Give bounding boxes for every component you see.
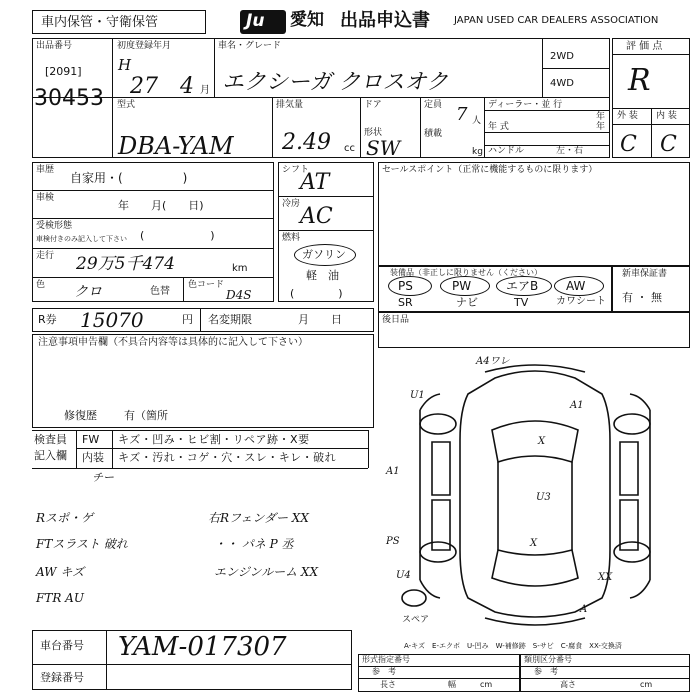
model-type: DBA-YAM: [118, 132, 234, 160]
mark-right-front: A1: [570, 400, 584, 411]
ju-logo: [240, 10, 286, 34]
spec-left-ref: 参 考: [372, 667, 396, 676]
equip-tv: TV: [514, 296, 529, 309]
exterior-grade: C: [620, 132, 637, 157]
score-label: 評 価 点: [626, 41, 663, 52]
shift: AT: [300, 170, 330, 195]
org-name: 愛知: [290, 10, 324, 30]
inspector-label: 検査員: [34, 433, 67, 446]
lot-number: 30453: [34, 86, 104, 111]
mark-right-rear: XX: [598, 572, 613, 583]
warranty-options: 有 ・ 無: [622, 291, 662, 304]
interior-label: 内 装: [656, 111, 677, 121]
sales-points-box: [378, 162, 690, 266]
year-mark-2: 年: [596, 122, 606, 132]
dealer-line: ディーラー・並 行: [488, 100, 563, 110]
mark-rear-bumper: A: [580, 604, 588, 615]
spec-width-label: 幅: [448, 680, 456, 689]
history-value: 自家用・( ): [70, 171, 188, 185]
mark-rear-quarter: U4: [396, 570, 411, 581]
repair-value: 有（箇所: [124, 409, 168, 422]
damage-legend: A-キズ E-エクボ U-凹み W-補修跡 S-サビ C-腐食 XX-交換済: [404, 642, 622, 650]
grade-score: R: [628, 63, 651, 98]
equip-seat: カワシート: [556, 296, 606, 307]
equip-aw: AW: [566, 279, 586, 293]
mark-left-side: A1: [386, 466, 400, 477]
history-label: 車歴: [36, 165, 55, 175]
capacity-unit: 人: [472, 116, 482, 126]
mark-front: A4ワレ: [476, 356, 510, 367]
fuel-label: 燃料: [282, 233, 301, 243]
capacity-label: 定員: [424, 100, 443, 110]
name-change-value: 月 日: [298, 313, 342, 326]
registration-era: H: [118, 56, 132, 74]
ac-label: 冷房: [282, 199, 301, 209]
handle-label: ハンドル: [488, 146, 525, 156]
english-org-name: JAPAN USED CAR DEALERS ASSOCIATION: [454, 15, 659, 26]
shape-label: 形状: [364, 128, 383, 138]
handle-options: 左・右: [556, 146, 584, 156]
equip-sr: SR: [398, 296, 413, 309]
chassis-number: YAM-017307: [118, 632, 287, 662]
registration-year: 27: [130, 74, 158, 99]
type-label: 型式: [117, 100, 136, 110]
fuel-gasoline: ガソリン: [302, 248, 346, 261]
lot-bracket-number: [2091]: [45, 65, 82, 78]
spec-left-top-label: 形式指定番号: [362, 655, 410, 664]
note-panel: ・・ パネ P 丞: [214, 537, 294, 551]
mileage-label: 走行: [36, 251, 55, 261]
registration-number-label: 登録番号: [40, 671, 84, 684]
equip-pw: PW: [452, 279, 472, 293]
mark-windshield: X: [538, 436, 546, 447]
notes-label: 注意事項申告欄（不具合内容等は具体的に記入して下さい）: [38, 337, 308, 348]
form-title: 出品申込書: [340, 10, 430, 31]
color-code-label: 色コード: [188, 280, 225, 290]
color-switch-label: 色替: [150, 286, 170, 297]
drive-2wd: 2WD: [550, 51, 574, 62]
mileage: 29万5千474: [76, 254, 175, 274]
drive-4wd: 4WD: [550, 78, 574, 89]
exterior-label: 外 装: [617, 111, 638, 121]
car-name: エクシーガ クロスオク: [222, 70, 449, 95]
after-date-box: [378, 312, 690, 348]
car-damage-diagram: [380, 350, 690, 640]
chassis-label: 車台番号: [40, 639, 84, 652]
interior-row-label: 内装: [82, 451, 104, 464]
spec-length-label: 長さ: [380, 680, 396, 689]
car-name-label: 車名・グレード: [218, 41, 282, 51]
displacement: 2.49: [282, 130, 331, 155]
displacement-label: 排気量: [276, 100, 304, 110]
equipment-label: 装備品（非正しに限りません（ください）: [390, 268, 542, 277]
receipt-label: 受検形態: [36, 221, 73, 231]
storage-notice-box: [32, 10, 206, 34]
recycle-unit: 円: [182, 313, 193, 326]
color-label: 色: [36, 280, 46, 290]
month-suffix: 月: [200, 85, 210, 96]
receipt-sublabel: 車検付きのみ記入して下さい: [36, 235, 127, 243]
mark-rear-window: X: [530, 538, 538, 549]
spec-unit-1: cm: [480, 680, 493, 689]
after-date-label: 後日品: [382, 315, 410, 325]
interior-grade: C: [660, 132, 677, 157]
mileage-unit: km: [232, 263, 248, 274]
air-conditioning: AC: [300, 204, 333, 229]
mark-roof: U3: [536, 492, 551, 503]
storage-notice: 車内保管・守衛保管: [41, 15, 159, 30]
note-ftr: FTR AU: [36, 591, 84, 605]
note-rear-spoiler: Rスポ・ゲ: [36, 511, 94, 525]
note-aw-scratch: AW キズ: [36, 565, 85, 579]
spec-right-top-label: 類別区分番号: [524, 655, 572, 664]
spec-unit-2: cm: [640, 680, 653, 689]
equip-airbag: エアB: [506, 279, 539, 293]
equip-ps: PS: [398, 279, 413, 293]
warranty-label: 新車保証書: [622, 269, 668, 279]
inspection-row2: キズ・汚れ・コゲ・穴・スレ・キレ・破れ: [118, 451, 337, 464]
sales-points-label: セールスポイント（正常に機能するものに限ります）: [382, 165, 598, 175]
repair-label: 修復歴: [64, 409, 97, 422]
displacement-unit: cc: [344, 143, 355, 154]
inspection-mark-note: チー: [92, 471, 114, 484]
spec-right-ref: 参 考: [534, 667, 558, 676]
mark-left-front: U1: [410, 390, 425, 401]
shift-label: シフト: [282, 165, 310, 175]
spare-label: スペア: [402, 615, 430, 625]
color-code: D4S: [226, 288, 252, 302]
load-unit: kg: [472, 147, 483, 157]
load-label: 積載: [424, 129, 443, 139]
logo-text: Ju: [246, 11, 265, 31]
entry-label: 記入欄: [34, 449, 67, 462]
fuel-other: ( ): [290, 287, 343, 300]
note-front-seat: FTスラスト 破れ: [36, 537, 128, 551]
inspection-row1: キズ・凹み・ヒビ割・リペア跡・X要: [118, 433, 310, 446]
door-label: ドア: [364, 100, 382, 110]
recycle-value: 15070: [80, 308, 144, 332]
mark-left-rear: PS: [386, 536, 400, 547]
name-change-label: 名変期限: [208, 313, 252, 326]
spec-height-label: 高さ: [560, 680, 576, 689]
lot-label: 出品番号: [36, 41, 73, 51]
color: クロ: [74, 284, 102, 300]
model-year-label: 年 式: [488, 122, 509, 132]
fuel-diesel: 軽 油: [306, 269, 339, 282]
inspection-label: 車検: [36, 193, 55, 203]
registration-month: 4: [180, 74, 194, 99]
note-right-fender: 右Rフェンダー XX: [208, 511, 309, 525]
capacity: 7: [456, 104, 468, 125]
receipt-value: ( ): [140, 229, 215, 242]
year-mark-1: 年: [596, 112, 606, 122]
registration-label: 初度登録年月: [117, 41, 172, 51]
body-shape: SW: [366, 136, 401, 160]
inspection-value: 年 月( 日): [118, 199, 204, 212]
recycle-label: R券: [38, 313, 57, 326]
fw-label: FW: [82, 433, 100, 446]
equip-navi: ナビ: [456, 296, 478, 309]
note-engine-room: エンジンルーム XX: [214, 565, 319, 579]
